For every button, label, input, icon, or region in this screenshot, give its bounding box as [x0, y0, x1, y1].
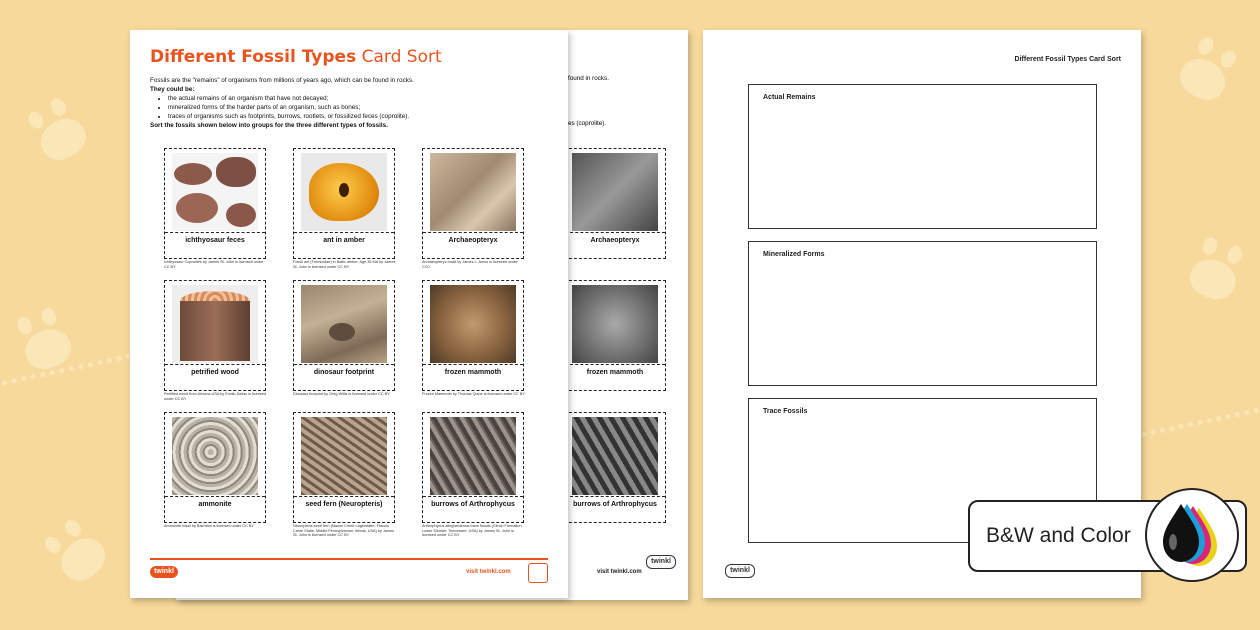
back-card: frozen mammoth [564, 280, 666, 391]
seed-fern-image [301, 417, 387, 495]
fossil-card[interactable] [164, 412, 266, 523]
visit-link-text: visit twinkl.com [466, 569, 511, 575]
image-credit: Dinosaur footprint by Greg Willis is licensed under CC BY [293, 392, 390, 396]
frozen-mammoth-image [430, 285, 516, 363]
sort-box-actual-remains[interactable] [748, 84, 1097, 229]
image-credit: Ammonite fossil by Bachelot is licensed under CC BY [164, 524, 254, 528]
fossil-card[interactable] [293, 280, 395, 391]
sort-box-label: Mineralized Forms [763, 251, 825, 258]
card-label: ammonite [198, 501, 232, 508]
dinosaur-footprint-image [301, 285, 387, 363]
bw-color-label: B&W and Color [986, 524, 1131, 547]
paw-print-decoration [34, 111, 93, 167]
bullet-item: • the actual remains of an organism that have not decayed; [168, 94, 550, 103]
twinkl-logo: twinkl [150, 566, 178, 578]
bullet-item: • mineralized forms of the harder parts of an organism, such as bones; [168, 103, 550, 112]
image-credit: Archaeopteryx fossil by James L. Amos is licensed under CC0 [422, 260, 518, 269]
visit-link-text: visit twinkl.com [597, 569, 642, 575]
paw-print-decoration [1185, 253, 1241, 304]
quality-badge [528, 563, 548, 583]
arthrophycus-burrows-image [430, 417, 516, 495]
fossil-card[interactable] [164, 280, 266, 391]
fossil-card[interactable] [164, 148, 266, 259]
image-credit: Fossil ant (Formicidae) in Baltic amber. Age 35 MA by James St. John is licensed under CC BY [293, 260, 396, 269]
card-label: petrified wood [191, 369, 239, 376]
sort-box-mineralized-forms[interactable] [748, 241, 1097, 386]
dotted-trail-decoration [1141, 408, 1259, 438]
sort-box-label: Actual Remains [763, 94, 816, 101]
fossil-card[interactable] [422, 148, 524, 259]
back-card: burrows of Arthrophycus [564, 412, 666, 523]
fossil-card[interactable] [422, 412, 524, 523]
fossil-card[interactable] [422, 280, 524, 391]
card-label: frozen mammoth [444, 369, 502, 376]
ant-in-amber-image [301, 153, 387, 231]
paw-print-decoration [1174, 51, 1233, 107]
ammonite-image [172, 417, 258, 495]
back-fragment-text: es (coprolite). [568, 120, 607, 127]
image-credit: Neuropteris seed fern (Mazon Creek Lagerstätte, Francis Creek Shale, Middle Pennsylvanian; Illinois, USA) by James St. John is licensed under CC BY [293, 524, 395, 537]
ink-drops-icon [1145, 488, 1239, 582]
image-credit: Arthrophycus alleghaniensis trace fossils (Clinch Formation, Lower Silurian; Tennessee, USA) by James St. John is licensed under CC BY [422, 524, 523, 537]
paw-print-decoration [53, 530, 113, 589]
archaeopteryx-image [430, 153, 516, 231]
image-credit: Frozen Mammoth by Thomas Quine is licensed under CC BY [422, 392, 525, 396]
back-fragment-text: found in rocks. [568, 75, 609, 82]
worksheet-intro [150, 76, 550, 130]
card-label: seed fern (Neuropteris) [305, 501, 383, 508]
twinkl-logo: twinkl [646, 555, 676, 569]
sort-box-label: Trace Fossils [763, 408, 808, 415]
card-label: dinosaur footprint [313, 369, 375, 376]
instruction-text: Sort the fossils shown below into groups for the three different types of fossils. [150, 122, 388, 129]
worksheet-page [130, 30, 568, 598]
worksheet-title: Different Fossil Types Card Sort [150, 47, 442, 67]
intro-subhead: They could be: [150, 86, 195, 93]
card-label: Archaeopteryx [448, 237, 498, 244]
card-label: ichthyosaur feces [185, 237, 245, 244]
ichthyosaur-feces-image [172, 153, 258, 231]
back-card: Archaeopteryx [564, 148, 666, 259]
fossil-card[interactable] [293, 148, 395, 259]
image-credit: Ichthyosaur Coprolites by James St. John is licensed under CC BY [164, 260, 264, 269]
twinkl-logo: twinkl [725, 564, 755, 578]
petrified-wood-image [172, 285, 258, 363]
sort-sheet-header: Different Fossil Types Card Sort [1014, 56, 1121, 63]
image-credit: Petrified wood from Arizona USA by Emilio Delias is licensed under CC BY [164, 392, 266, 401]
footer-divider [150, 558, 548, 560]
bullet-item: • traces of organisms such as footprints, burrows, rootlets, or fossilized feces (coprolite). [168, 112, 550, 121]
intro-text: Fossils are the "remains" of organisms from millions of years ago, which can be found in rocks. [150, 77, 414, 84]
card-label: burrows of Arthrophycus [431, 501, 515, 508]
card-label: ant in amber [323, 237, 365, 244]
fossil-card[interactable] [293, 412, 395, 523]
